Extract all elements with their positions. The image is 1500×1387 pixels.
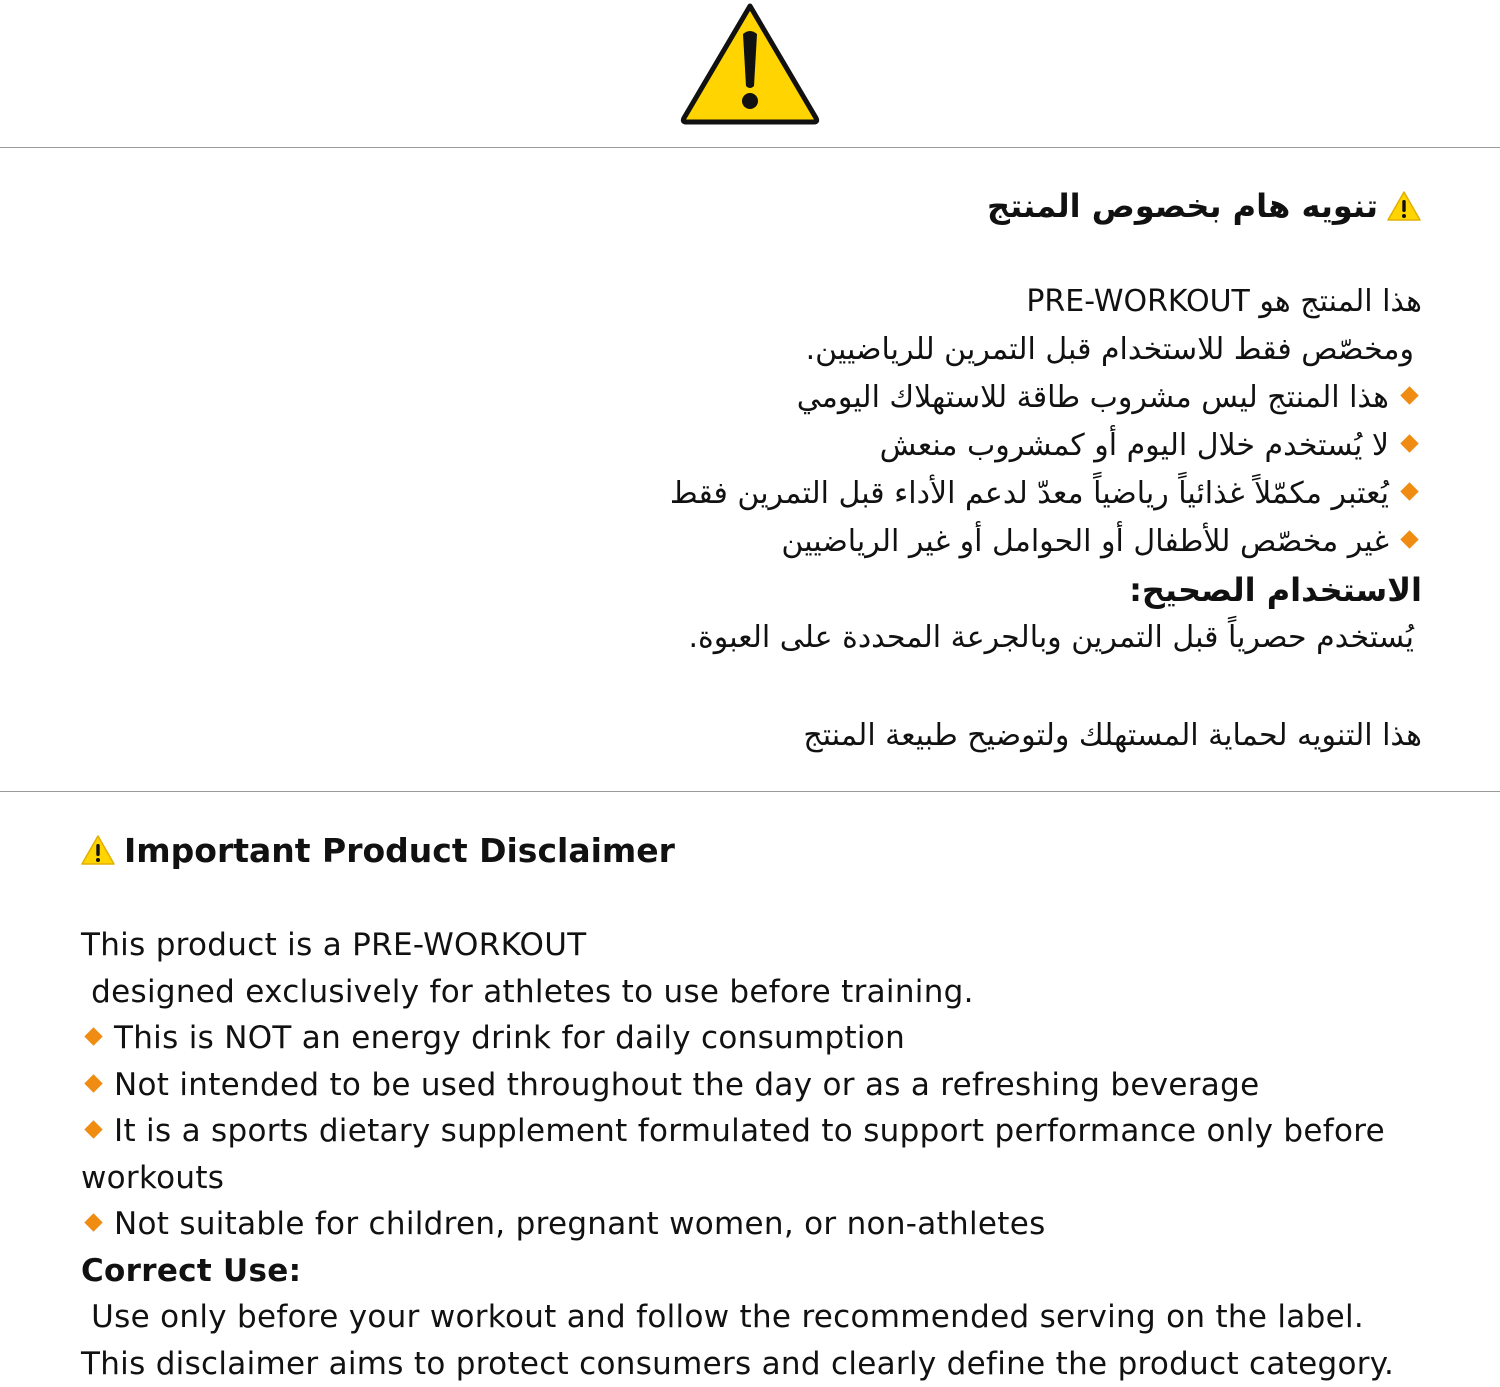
arabic-heading (522, 182, 1422, 230)
diamond-bullet-icon (1400, 434, 1418, 452)
diamond-bullet-icon (84, 1120, 102, 1138)
english-closing: This disclaimer aims to protect consumers and clearly define the product category. (81, 1341, 1441, 1387)
english-body (81, 922, 1441, 1387)
arabic-bullet: هذا المنتج ليس مشروب طاقة للاستهلاك اليومي (670, 374, 1422, 422)
english-correct-use-label: Correct Use: (81, 1248, 1441, 1295)
arabic-intro-2: ومخصّص فقط للاستخدام قبل التمرين للرياضيين. (670, 326, 1422, 374)
arabic-bullet: لا يُستخدم خلال اليوم أو كمشروب منعش (670, 422, 1422, 470)
arabic-intro-1: هذا المنتج هو PRE-WORKOUT (670, 278, 1422, 326)
english-bullet: Not suitable for children, pregnant women, or non-athletes (81, 1201, 1441, 1248)
diamond-bullet-icon (1400, 482, 1418, 500)
arabic-closing: هذا التنويه لحماية المستهلك ولتوضيح طبيعة المنتج (803, 712, 1422, 760)
arabic-bullet: يُعتبر مكمّلاً غذائياً رياضياً معدّ لدعم الأداء قبل التمرين فقط (670, 470, 1422, 518)
divider-top (0, 147, 1500, 148)
warning-triangle-icon (678, 0, 822, 128)
diamond-bullet-icon (1400, 530, 1418, 548)
english-intro-1: This product is a PRE-WORKOUT (81, 922, 1441, 969)
arabic-bullet: غير مخصّص للأطفال أو الحوامل أو غير الرياضيين (670, 518, 1422, 566)
english-bullet: It is a sports dietary supplement formulated to support performance only before workouts (81, 1108, 1441, 1201)
diamond-bullet-icon (84, 1027, 102, 1045)
english-heading-text: Important Product Disclaimer (124, 831, 675, 870)
warning-icon (1386, 190, 1422, 222)
english-correct-use-text: Use only before your workout and follow the recommended serving on the label. (81, 1294, 1441, 1341)
diamond-bullet-icon (84, 1213, 102, 1231)
divider-middle (0, 791, 1500, 792)
warning-icon (80, 834, 116, 866)
arabic-correct-use-label: الاستخدام الصحيح: (670, 566, 1422, 614)
arabic-correct-use-text: يُستخدم حصرياً قبل التمرين وبالجرعة المحددة على العبوة. (670, 614, 1422, 662)
english-intro-2: designed exclusively for athletes to use before training. (81, 969, 1441, 1016)
english-bullet: Not intended to be used throughout the day or as a refreshing beverage (81, 1062, 1441, 1109)
english-bullet: This is NOT an energy drink for daily consumption (81, 1015, 1441, 1062)
diamond-bullet-icon (1400, 386, 1418, 404)
arabic-body (670, 278, 1422, 662)
arabic-heading-text: تنويه هام بخصوص المنتج (987, 187, 1378, 225)
diamond-bullet-icon (84, 1074, 102, 1092)
english-heading (80, 828, 675, 874)
